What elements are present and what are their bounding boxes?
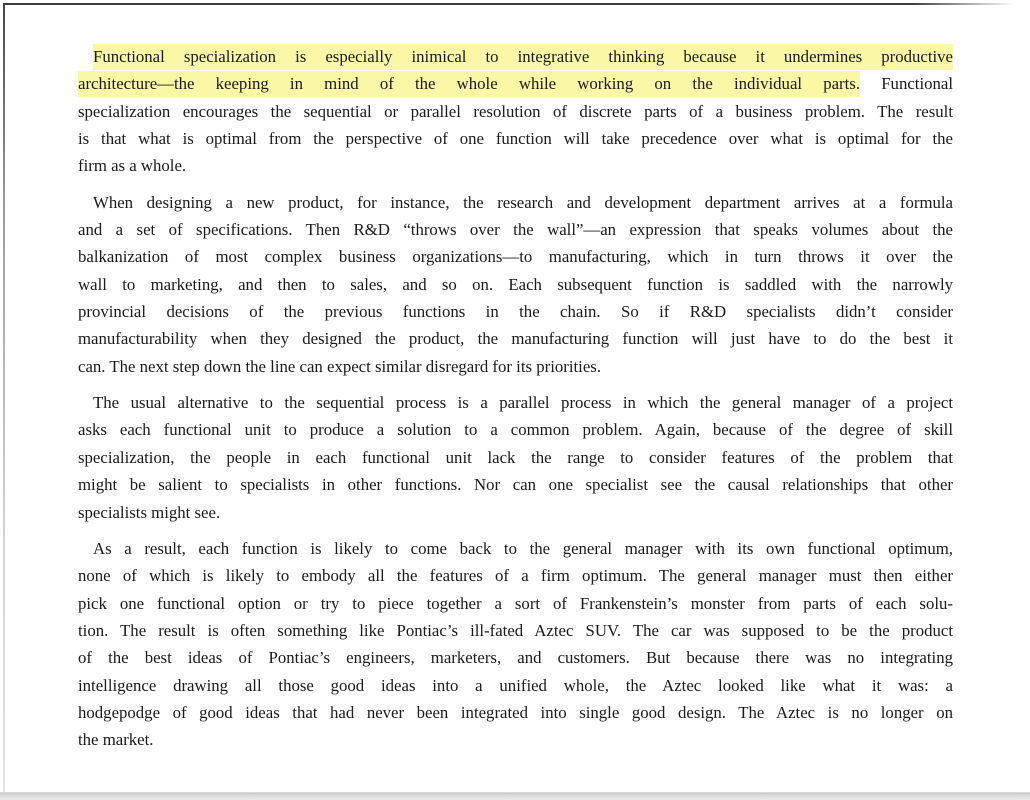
text-line: none of which is likely to embody all the features of a firm optimum. The general manager must then either	[78, 566, 953, 586]
page-scan-top-edge	[3, 3, 1014, 5]
text-line: asks each functional unit to produce a solution to a common problem. Again, because of the degree of skill	[78, 420, 953, 440]
text-line: pick one functional option or try to piece together a sort of Frankenstein’s monster from parts of each solu-	[78, 593, 953, 613]
book-page	[78, 43, 953, 754]
text-line: and a set of specifications. Then R&D “throws over the wall”—an expression that speaks volumes about the	[78, 220, 953, 240]
text-line: firm as a whole.	[78, 156, 187, 176]
paragraph	[78, 535, 953, 754]
text-line	[78, 70, 953, 97]
text-line: the market.	[78, 730, 154, 750]
text-line: hodgepodge of good ideas that had never been integrated into single good design. The Aztec is no longer on	[78, 702, 953, 722]
page-scan-left-edge	[3, 3, 5, 792]
text-line: provincial decisions of the previous functions in the chain. So if R&D specialists didn’t consider	[78, 302, 953, 322]
text-line: manufacturability when they designed the product, the manufacturing function will just have to do the best it	[78, 329, 953, 349]
text-line: intelligence drawing all those good ideas into a unified whole, the Aztec looked like what it was: a	[78, 675, 953, 695]
text-line: specialization, the people in each functional unit lack the range to consider features of the problem that	[78, 447, 953, 467]
text-line: might be salient to specialists in other functions. Nor can one specialist see the causal relationships that other	[78, 475, 953, 495]
highlight[interactable]: architecture—the keeping in mind of the whole while working on the individual parts.	[78, 71, 860, 97]
text-line: tion. The result is often something like Pontiac’s ill-fated Aztec SUV. The car was supposed to be the product	[78, 620, 953, 640]
text-line: specialization encourages the sequential or parallel resolution of discrete parts of a business problem. The result	[78, 101, 953, 121]
text-line: As a result, each function is likely to come back to the general manager with its own functional optimum,	[93, 538, 953, 558]
text-run: Functional	[881, 74, 953, 94]
paragraph	[78, 189, 953, 380]
text-line: balkanization of most complex business organizations—to manufacturing, which in turn throws it over the	[78, 247, 953, 267]
text-line	[78, 43, 953, 70]
highlight[interactable]: Functional specialization is especially inimical to integrative thinking because it undermines productive	[93, 44, 953, 70]
text-line: specialists might see.	[78, 502, 221, 522]
paragraph	[78, 389, 953, 526]
text-line: The usual alternative to the sequential process is a parallel process in which the general manager of a project	[93, 393, 953, 413]
window-bottom-edge	[0, 792, 1030, 800]
text-line: wall to marketing, and then to sales, and so on. Each subsequent function is saddled with the narrowly	[78, 274, 953, 294]
text-line: can. The next step down the line can expect similar disregard for its priorities.	[78, 356, 602, 376]
text-line: When designing a new product, for instance, the research and development department arrives at a formula	[93, 192, 953, 212]
paragraph	[78, 43, 953, 180]
text-line: is that what is optimal from the perspective of one function will take precedence over what is optimal for the	[78, 129, 953, 149]
text-line: of the best ideas of Pontiac’s engineers, marketers, and customers. But because there was no integrating	[78, 648, 953, 668]
